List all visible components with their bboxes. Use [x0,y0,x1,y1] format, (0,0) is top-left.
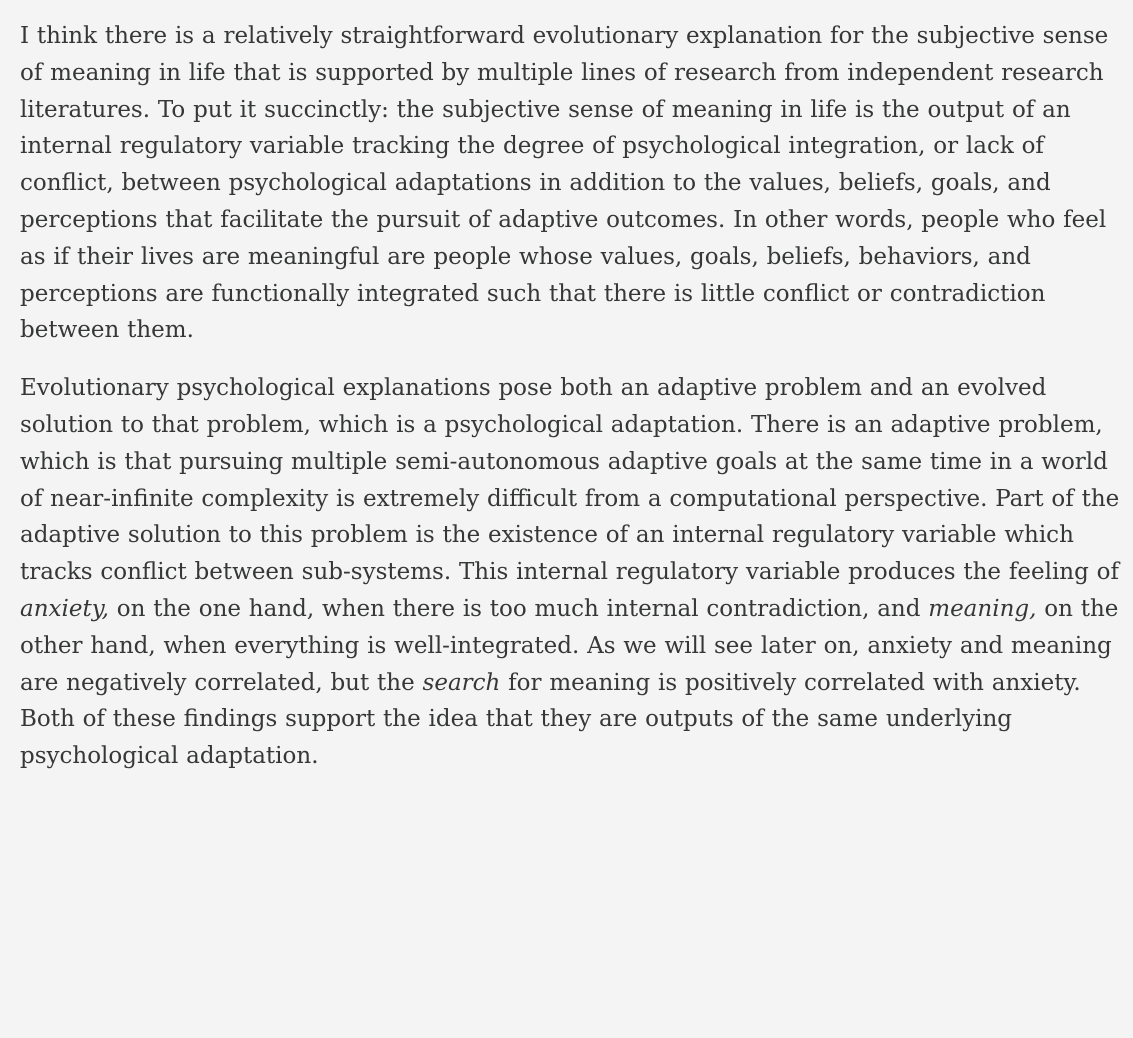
paragraph-evolutionary-explanation [20,370,1130,775]
paragraph-text-segment: Evolutionary psychological explanations pose both an adaptive problem and an evolved solution to that problem, which is a psychological adaptation. There is an adaptive problem, which is that pursuing multiple semi-autonomous adaptive goals at the same time in a world of near-infinite complexity is extremely difficult from a computational perspective. Part of the adaptive solution to this problem is the existence of an internal regulatory variable which tracks conflict between sub-systems. This internal regulatory variable produces the feeling of [20,375,1120,586]
paragraph-text-segment: on the one hand, when there is too much internal contradiction, and [108,595,929,622]
paragraph-text-segment: on the other hand, when everything is well-integrated. As we will see later on, anxiety and meaning are negatively correlated, but the [20,595,1119,696]
article-body [20,0,1130,775]
emphasis-search: search [422,669,501,696]
emphasis-meaning: meaning, [928,595,1037,622]
paragraph-text-segment: for meaning is positively correlated with anxiety. Both of these findings support the idea that they are outputs of the same underlying psychological adaptation. [20,669,1081,770]
paragraph-meaning-explanation: I think there is a relatively straightforward evolutionary explanation for the subjective sense of meaning in life that is supported by multiple lines of research from independent research literatures. To put it succinctly: the subjective sense of meaning in life is the output of an internal regulatory variable tracking the degree of psychological integration, or lack of conflict, between psychological adaptations in addition to the values, beliefs, goals, and perceptions that facilitate the pursuit of adaptive outcomes. In other words, people who feel as if their lives are meaningful are people whose values, goals, beliefs, behaviors, and perceptions are functionally integrated such that there is little conflict or contradiction between them. [20,23,1109,344]
emphasis-anxiety: anxiety, [20,595,109,622]
